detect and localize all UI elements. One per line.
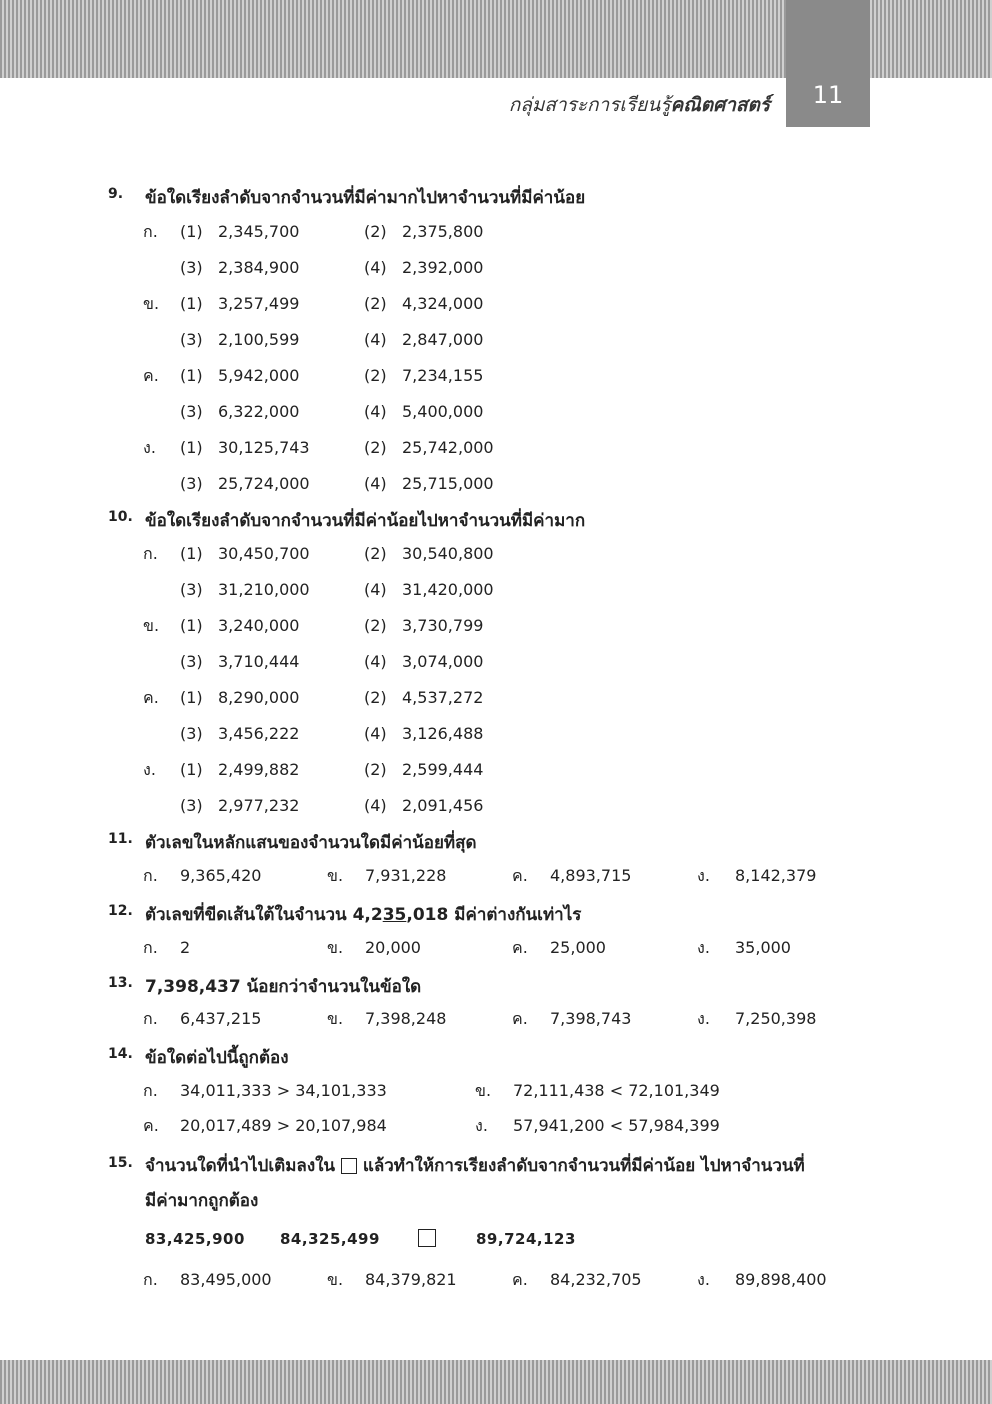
- option-index: (4): [364, 474, 387, 493]
- sequence-number: 84,325,499: [280, 1230, 380, 1248]
- sequence-number: 89,724,123: [476, 1230, 576, 1248]
- choice-letter[interactable]: ก.: [143, 866, 158, 885]
- option-index: (2): [364, 366, 387, 385]
- choice-value: 57,941,200 < 57,984,399: [513, 1116, 720, 1135]
- option-index: (2): [364, 616, 387, 635]
- option-letter[interactable]: ง.: [143, 438, 156, 457]
- choice-value: 7,398,248: [365, 1009, 447, 1028]
- option-letter[interactable]: ง.: [143, 760, 156, 779]
- option-value: 2,100,599: [218, 330, 300, 349]
- choice-value: 8,142,379: [735, 866, 817, 885]
- choice-value: 7,250,398: [735, 1009, 817, 1028]
- option-letter[interactable]: ก.: [143, 222, 158, 241]
- option-value: 6,322,000: [218, 402, 300, 421]
- subject-prefix: กลุ่มสาระการเรียนรู้: [508, 94, 671, 116]
- option-index: (4): [364, 652, 387, 671]
- choice-value: 4,893,715: [550, 866, 632, 885]
- question-number: 15.: [108, 1155, 133, 1171]
- option-index: (3): [180, 796, 203, 815]
- option-index: (1): [180, 688, 203, 707]
- choice-value: 9,365,420: [180, 866, 262, 885]
- option-value: 3,456,222: [218, 724, 300, 743]
- question-number: 9.: [108, 186, 124, 202]
- option-value: 5,400,000: [402, 402, 484, 421]
- option-index: (1): [180, 760, 203, 779]
- option-letter[interactable]: ก.: [143, 544, 158, 563]
- blank-box-icon: [418, 1229, 436, 1247]
- option-value: 30,450,700: [218, 544, 310, 563]
- option-index: (1): [180, 294, 203, 313]
- option-index: (2): [364, 222, 387, 241]
- option-value: 25,742,000: [402, 438, 494, 457]
- choice-letter[interactable]: ค.: [512, 1009, 528, 1028]
- question-text: [145, 1152, 805, 1179]
- option-value: 2,847,000: [402, 330, 484, 349]
- option-value: 3,074,000: [402, 652, 484, 671]
- choice-letter[interactable]: ก.: [143, 1009, 158, 1028]
- option-index: (3): [180, 474, 203, 493]
- choice-value: 7,398,743: [550, 1009, 632, 1028]
- option-index: (1): [180, 438, 203, 457]
- question-number: 10.: [108, 509, 133, 525]
- option-value: 8,290,000: [218, 688, 300, 707]
- option-value: 3,257,499: [218, 294, 300, 313]
- page-number: 11: [786, 0, 870, 127]
- option-value: 3,710,444: [218, 652, 300, 671]
- choice-letter[interactable]: ก.: [143, 1081, 158, 1100]
- question-number: 14.: [108, 1046, 133, 1062]
- option-letter[interactable]: ข.: [143, 616, 160, 635]
- option-value: 4,537,272: [402, 688, 484, 707]
- question-text: ข้อใดเรียงลำดับจากจำนวนที่มีค่ามากไปหาจำนวนที่มีค่าน้อย: [145, 188, 586, 208]
- choice-value: 20,017,489 > 20,107,984: [180, 1116, 387, 1135]
- option-index: (2): [364, 438, 387, 457]
- option-index: (3): [180, 402, 203, 421]
- option-value: 3,126,488: [402, 724, 484, 743]
- option-index: (4): [364, 330, 387, 349]
- choice-letter[interactable]: ง.: [697, 938, 710, 957]
- option-index: (2): [364, 294, 387, 313]
- option-value: 3,240,000: [218, 616, 300, 635]
- option-index: (1): [180, 366, 203, 385]
- running-header: [509, 90, 770, 120]
- option-value: 5,942,000: [218, 366, 300, 385]
- choice-letter[interactable]: ข.: [327, 1270, 344, 1289]
- choice-value: 20,000: [365, 938, 421, 957]
- option-index: (3): [180, 330, 203, 349]
- question-text: 7,398,437 น้อยกว่าจำนวนในข้อใด: [145, 977, 422, 997]
- choice-letter[interactable]: ข.: [327, 938, 344, 957]
- choice-value: 72,111,438 < 72,101,349: [513, 1081, 720, 1100]
- question-number: 13.: [108, 975, 133, 991]
- choice-letter[interactable]: ง.: [475, 1116, 488, 1135]
- choice-value: 34,011,333 > 34,101,333: [180, 1081, 387, 1100]
- option-index: (3): [180, 580, 203, 599]
- option-index: (1): [180, 544, 203, 563]
- question-text: [145, 901, 581, 928]
- option-value: 2,345,700: [218, 222, 300, 241]
- option-index: (3): [180, 652, 203, 671]
- option-index: (4): [364, 724, 387, 743]
- option-value: 2,375,800: [402, 222, 484, 241]
- option-index: (4): [364, 402, 387, 421]
- option-index: (2): [364, 688, 387, 707]
- subject-name: คณิตศาสตร์: [670, 94, 770, 116]
- option-index: (2): [364, 544, 387, 563]
- choice-letter[interactable]: ง.: [697, 1270, 710, 1289]
- option-value: 3,730,799: [402, 616, 484, 635]
- choice-letter[interactable]: ข.: [475, 1081, 492, 1100]
- question-text: ข้อใดต่อไปนี้ถูกต้อง: [145, 1048, 289, 1068]
- option-letter[interactable]: ข.: [143, 294, 160, 313]
- choice-value: 7,931,228: [365, 866, 447, 885]
- question-number: 11.: [108, 831, 133, 847]
- option-value: 2,599,444: [402, 760, 484, 779]
- choice-letter[interactable]: ง.: [697, 1009, 710, 1028]
- choice-letter[interactable]: ค.: [512, 1270, 528, 1289]
- option-value: 2,091,456: [402, 796, 484, 815]
- option-index: (4): [364, 258, 387, 277]
- choice-value: 83,495,000: [180, 1270, 272, 1289]
- option-value: 30,540,800: [402, 544, 494, 563]
- option-value: 2,499,882: [218, 760, 300, 779]
- question-text-part: ตัวเลขที่ขีดเส้นใต้ในจำนวน 4,2: [145, 905, 383, 925]
- blank-box-icon: [341, 1158, 357, 1174]
- question-number: 12.: [108, 903, 133, 919]
- option-letter[interactable]: ค.: [143, 688, 159, 707]
- choice-value: 6,437,215: [180, 1009, 262, 1028]
- footer-stripe-band: [0, 1360, 992, 1404]
- choice-value: 84,379,821: [365, 1270, 457, 1289]
- option-value: 31,420,000: [402, 580, 494, 599]
- choice-letter[interactable]: ข.: [327, 1009, 344, 1028]
- option-index: (3): [180, 724, 203, 743]
- option-value: 2,392,000: [402, 258, 484, 277]
- question-text: ข้อใดเรียงลำดับจากจำนวนที่มีค่าน้อยไปหาจำนวนที่มีค่ามาก: [145, 511, 586, 531]
- choice-letter[interactable]: ง.: [697, 866, 710, 885]
- option-value: 25,715,000: [402, 474, 494, 493]
- question-text-line2: มีค่ามากถูกต้อง: [145, 1191, 259, 1211]
- choice-value: 89,898,400: [735, 1270, 827, 1289]
- option-value: 7,234,155: [402, 366, 484, 385]
- choice-letter[interactable]: ค.: [512, 938, 528, 957]
- choice-value: 35,000: [735, 938, 791, 957]
- option-value: 2,977,232: [218, 796, 300, 815]
- option-value: 2,384,900: [218, 258, 300, 277]
- choice-letter[interactable]: ก.: [143, 1270, 158, 1289]
- option-value: 25,724,000: [218, 474, 310, 493]
- choice-letter[interactable]: ข.: [327, 866, 344, 885]
- choice-value: 2: [180, 938, 191, 957]
- option-index: (4): [364, 796, 387, 815]
- option-index: (2): [364, 760, 387, 779]
- question-text-part: ,018 มีค่าต่างกันเท่าไร: [406, 905, 582, 925]
- option-letter[interactable]: ค.: [143, 366, 159, 385]
- question-text: ตัวเลขในหลักแสนของจำนวนใดมีค่าน้อยที่สุด: [145, 833, 477, 853]
- option-index: (1): [180, 222, 203, 241]
- option-value: 30,125,743: [218, 438, 310, 457]
- sequence-number: 83,425,900: [145, 1230, 245, 1248]
- option-value: 31,210,000: [218, 580, 310, 599]
- choice-letter[interactable]: ก.: [143, 938, 158, 957]
- question-text-part: จำนวนใดที่นำไปเติมลงใน: [145, 1156, 341, 1176]
- option-index: (1): [180, 616, 203, 635]
- choice-letter[interactable]: ค.: [143, 1116, 159, 1135]
- choice-value: 25,000: [550, 938, 606, 957]
- underlined-digits: 35: [382, 905, 407, 925]
- option-index: (3): [180, 258, 203, 277]
- option-value: 4,324,000: [402, 294, 484, 313]
- question-text-part: แล้วทำให้การเรียงลำดับจากจำนวนที่มีค่าน้อย ไปหาจำนวนที่: [356, 1156, 805, 1176]
- choice-letter[interactable]: ค.: [512, 866, 528, 885]
- option-index: (4): [364, 580, 387, 599]
- choice-value: 84,232,705: [550, 1270, 642, 1289]
